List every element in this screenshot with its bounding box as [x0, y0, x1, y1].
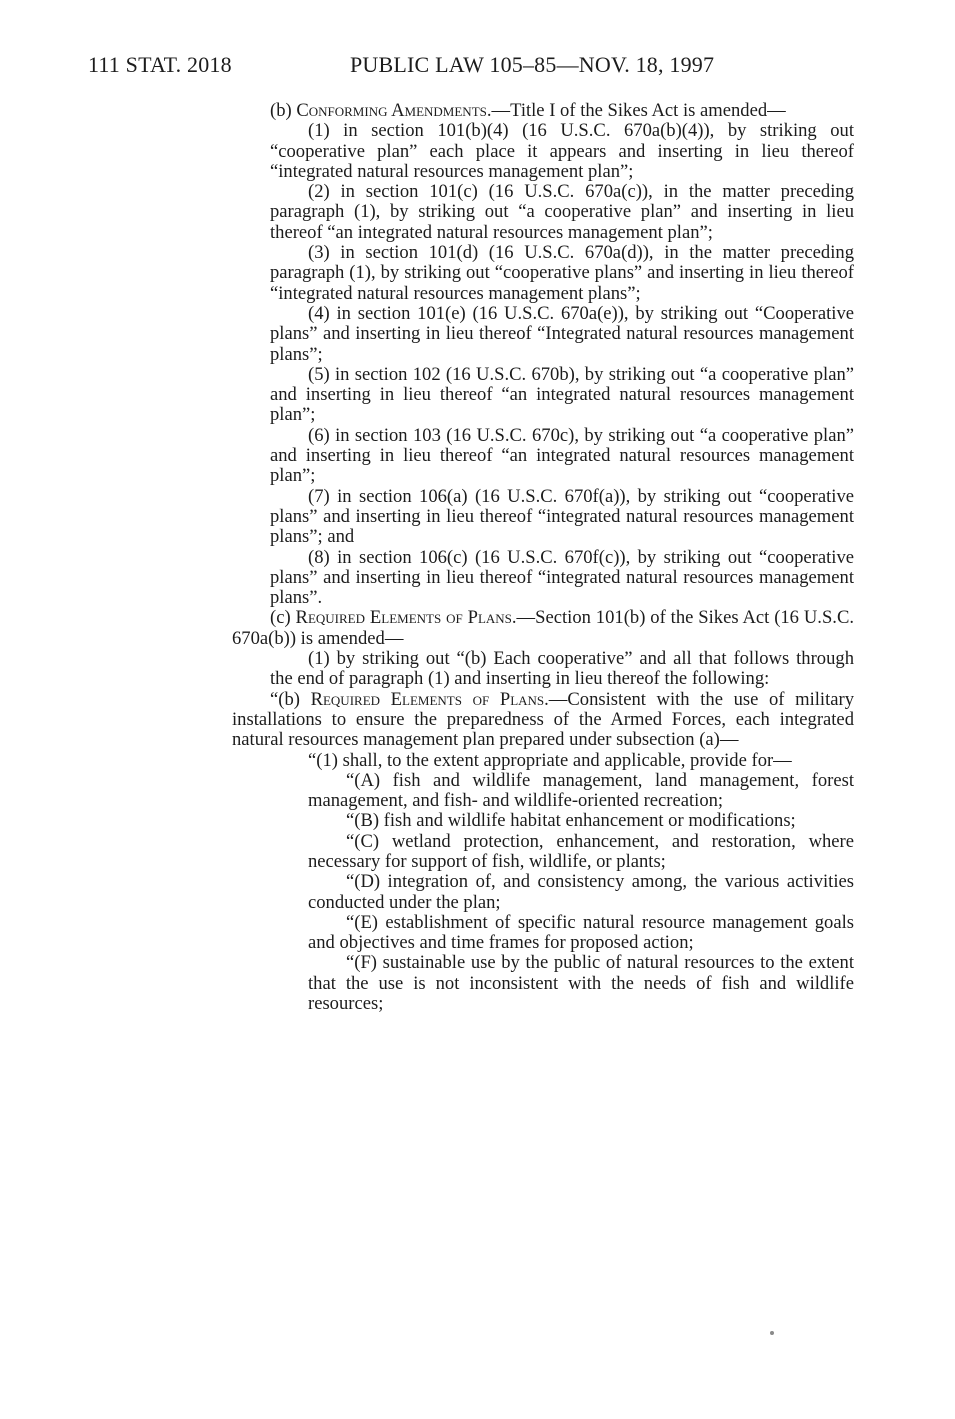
quoted-subsection-b	[232, 690, 854, 751]
quoted-subparagraph-f: “(F) sustainable use by the public of natural resources to the extent that the use is not inconsistent with the needs of fish and wildlife resources;	[308, 952, 854, 1015]
b-paragraph-6: (6) in section 103 (16 U.S.C. 670c), by striking out “a cooperative plan” and inserting in lieu thereof “an integrated natural resources management plan”;	[270, 424, 854, 487]
subsection-c-heading: Required Elements of Plans.	[295, 607, 517, 629]
subsection-b-heading: Conforming Amendments.	[296, 100, 492, 121]
quoted-subsection-label: “(b)	[270, 688, 300, 710]
b-paragraph-2: (2) in section 101(c) (16 U.S.C. 670a(c)), in the matter preceding paragraph (1), by striking out “a cooperative plan” and inserting in lieu thereof “an integrated natural resources management plan”;	[270, 181, 854, 243]
statute-page-number: 111 STAT. 2018	[88, 52, 232, 77]
b-paragraph-1: (1) in section 101(b)(4) (16 U.S.C. 670a(b)(4)), by striking out “cooperative plan” each place it appears and inserting in lieu thereof “integrated natural resources management plan”;	[270, 120, 854, 182]
subsection-c-label: (c)	[270, 607, 291, 629]
quoted-subsection-text: —Consistent with the use of military installations to ensure the preparedness of the Armed Forces, each integrated natural resources management plan prepared under subsection (a)—	[232, 688, 855, 751]
document-body	[232, 101, 854, 1014]
b-paragraph-4: (4) in section 101(e) (16 U.S.C. 670a(e)), by striking out “Cooperative plans” and inserting in lieu thereof “Integrated natural resources management plans”;	[270, 302, 854, 365]
quoted-subparagraph-c: “(C) wetland protection, enhancement, and restoration, where necessary for support of fish, wildlife, or plants;	[308, 830, 854, 872]
b-paragraph-3: (3) in section 101(d) (16 U.S.C. 670a(d)), in the matter preceding paragraph (1), by striking out “cooperative plans” and inserting in lieu thereof “integrated natural resources management plans”;	[270, 242, 854, 304]
quoted-subparagraph-a: “(A) fish and wildlife management, land management, forest management, and fish- and wildlife-oriented recreation;	[308, 769, 854, 812]
scan-speck	[770, 1331, 774, 1335]
b-paragraph-7: (7) in section 106(a) (16 U.S.C. 670f(a)), by striking out “cooperative plans” and inserting in lieu thereof “integrated natural resources management plans”; and	[270, 485, 854, 548]
quoted-subsection-heading: Required Elements of Plans.	[310, 688, 549, 710]
subsection-c-intro	[232, 608, 854, 649]
subsection-b-label: (b)	[270, 100, 292, 121]
quoted-paragraph-1: “(1) shall, to the extent appropriate and applicable, provide for—	[308, 749, 792, 771]
b-paragraph-8: (8) in section 106(c) (16 U.S.C. 670f(c)), by striking out “cooperative plans” and inserting in lieu thereof “integrated natural resources management plans”.	[270, 546, 854, 609]
subsection-b-text: —Title I of the Sikes Act is amended—	[491, 100, 786, 121]
public-law-heading: PUBLIC LAW 105–85—NOV. 18, 1997	[350, 52, 715, 77]
subsection-b-intro	[232, 101, 854, 121]
c-paragraph-1: (1) by striking out “(b) Each cooperative” and all that follows through the end of paragraph (1) and inserting in lieu thereof the following:	[270, 648, 854, 690]
b-paragraph-5: (5) in section 102 (16 U.S.C. 670b), by striking out “a cooperative plan” and inserting in lieu thereof “an integrated natural resources management plan”;	[270, 363, 854, 426]
quoted-subparagraph-b: “(B) fish and wildlife habitat enhancement or modifications;	[346, 810, 796, 832]
quoted-subparagraph-e: “(E) establishment of specific natural resource management goals and objectives and time frames for proposed action;	[308, 911, 854, 954]
page-header	[88, 52, 788, 84]
quoted-subparagraph-d: “(D) integration of, and consistency among, the various activities conducted under the plan;	[308, 871, 854, 913]
subsection-c-text: —Section 101(b) of the Sikes Act (16 U.S.C. 670a(b)) is amended—	[232, 607, 854, 649]
